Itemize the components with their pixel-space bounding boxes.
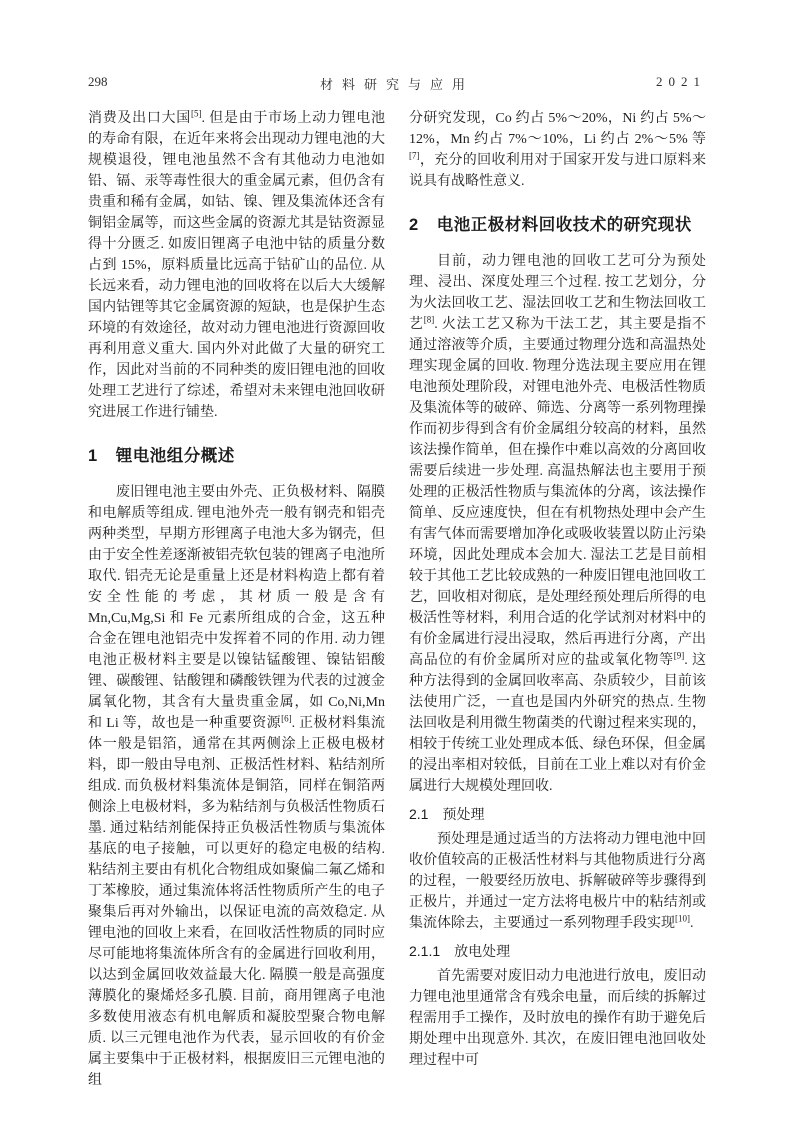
publication-year: 2021 — [656, 74, 706, 89]
journal-title: 材料研究与应用 — [319, 77, 475, 92]
right-column — [409, 108, 706, 1091]
paragraph-recovery-overview: 目前，动力锂电池的回收工艺可分为预处理、浸出、深度处理三个过程. 按工艺划分，分为火法回收工艺、湿法回收工艺和生物法回收工艺[8]. 火法工艺又称为干法工艺，其主要是指不通过溶液等介质，主要通过物理分选和高温热处理实现金属的回收. 物理分选法现主要应用在锂电池预处理阶段，对锂电池外壳、电极活性物质及集流体等的破碎、筛选、分离等一系列物理操作而初步得到含有价金属组分较高的材料，虽然该法操作简单，但在操作中难以高效的分离回收需要后续进一步处理. 高温热解法也主要用于预处理的正极活性物质与集流体的分离，该法操作简单、反应速度快，但在有机物热处理中会产生有害气体而需要增加净化或吸收装置以防止污染环境，因此处理成本会加大. 湿法工艺是目前相较于其他工艺比较成熟的一种废旧锂电池回收工艺，回收相对彻底，是处理经预处理后所得的电极活性等材料，利用合适的化学试剂对材料中的有价金属进行浸出浸取，然后再进行分离，产出高品位的有价金属所对应的盐或氧化物等[9]. 这种方法得到的金属回收率高、杂质较少，目前该法使用广泛，一直也是国内外研究的热点. 生物法回收是利用微生物菌类的代谢过程来实现的，相较于传统工业处理成本低、绿色环保，但金属的浸出率相对较低，目前在工业上难以对有价金属进行大规模处理回收. — [409, 254, 707, 794]
article-body — [88, 108, 706, 1091]
section-2-1-1-number: 2.1.1 — [409, 943, 441, 959]
reference-marker: [10] — [675, 913, 690, 924]
paragraph-composition-continuation: 分研究发现，Co 约占 5%～20%，Ni 约占 5%～12%，Mn 约占 7%～10%，Li 约占 2%～5% 等[7]，充分的回收利用对于国家开发与进口原料来说具有战略性意义. — [409, 111, 706, 189]
section-2-1-number: 2.1 — [409, 806, 429, 822]
reference-marker: [6] — [281, 713, 292, 724]
section-2-heading — [409, 211, 706, 235]
section-2-1-1-title: 放电处理 — [454, 943, 511, 959]
section-1-heading — [88, 442, 385, 466]
section-2-title: 电池正极材料回收技术的研究现状 — [436, 216, 692, 234]
section-2-number: 2 — [409, 216, 419, 234]
running-header — [88, 74, 706, 94]
reference-marker: [7] — [409, 150, 420, 161]
paragraph-battery-components: 废旧锂电池主要由外壳、正负极材料、隔膜和电解质等组成. 锂电池外壳一般有钢壳和铝壳两种类型，早期方形锂离子电池大多为钢壳，但由于安全性差逐渐被铝壳软包装的锂离子电池所取代. 铝壳无论是重量上还是材料构造上都有着安全性能的考虑，其材质一般是含有 Mn,Cu,Mg,Si 和 Fe 元素所组成的合金，这五种合金在锂电池铝壳中发挥着不同的作用. 动力锂电池正极材料主要是以镍钴锰酸锂、镍钴铝酸锂、碳酸锂、钴酸锂和磷酸铁锂为代表的过渡金属氧化物，其含有大量贵重金属，如 Co,Ni,Mn 和 Li 等，故也是一种重要资源[6]. 正极材料集流体一般是铝箔，通常在其两侧涂上正极电极材料，即一般由导电剂、正极活性材料、粘结剂所组成. 而负极材料集流体是铜箔，同样在铜箔两侧涂上电极材料，多为粘结剂与负极活性物质石墨. 通过粘结剂能保持正负极活性物质与集流体基底的电子接触，可以更好的稳定电极的结构. 粘结剂主要由有机化合物组成如聚偏二氟乙烯和丁苯橡胶，通过集流体将活性物质所产生的电子聚集后再对外输出，以保证电流的高效稳定. 从锂电池的回收上来看，在回收活性物质的同时应尽可能地将集流体所含有的金属进行回收利用，以达到金属回收效益最大化. 隔膜一般是高强度薄膜化的聚烯烃多孔膜. 目前，商用锂离子电池多数使用液态有机电解质和凝胶型聚合物电解质. 以三元锂电池作为代表，显示回收的有价金属主要集中于正极材料，根据废旧三元锂电池的组 — [88, 485, 385, 1088]
reference-marker: [8] — [423, 314, 435, 325]
section-1-number: 1 — [88, 447, 98, 465]
paragraph-pretreatment: 预处理是通过适当的方法将动力锂电池中回收价值较高的正极活性材料与其他物质进行分离的过程，一般要经历放电、拆解破碎等步骤得到正极片，并通过一定方法将电极片中的粘结剂或集流体除去，主要通过一系列物理手段实现[10]. — [409, 832, 706, 931]
section-2-1-heading — [409, 804, 706, 824]
section-1-title: 锂电池组分概述 — [115, 447, 235, 465]
paragraph-intro-continuation: 消费及出口大国[5]. 但是由于市场上动力锂电池的寿命有限，在近年来将会出现动力锂电池的大规模退役，锂电池虽然不含有其他动力电池如铅、镉、汞等毒性很大的重金属元素，但仍含有贵重和稀有金属，如钴、镍、锂及集流体还含有铜铝金属等，而这些金属的资源尤其是钴资源显得十分匮乏. 如废旧锂离子电池中钴的质量分数占到 15%，原料质量比远高于钴矿山的品位. 从长远来看，动力锂电池的回收将在以后大大缓解国内钴锂等其它金属资源的短缺，也是保护生态环境的有效途径，故对动力锂电池进行资源回收再利用意义重大. 国内外对此做了大量的研究工作，因此对当前的不同种类的废旧锂电池的回收处理工艺进行了综述，希望对未来锂电池回收研究进展工作进行铺垫. — [88, 108, 386, 420]
reference-marker: [5] — [190, 108, 202, 119]
page-number: 298 — [88, 74, 108, 89]
reference-marker: [9] — [673, 650, 685, 661]
paragraph-discharge: 首先需要对废旧动力电池进行放电，废旧动力锂电池里通常含有残余电量，而后续的拆解过程需用手工操作，及时放电的操作有助于避免后期处理中出现意外. 其次，在废旧锂电池回收处理过程中可 — [409, 969, 706, 1068]
left-column — [88, 108, 385, 1091]
section-2-1-1-heading — [409, 941, 706, 961]
section-2-1-title: 预处理 — [442, 806, 485, 822]
